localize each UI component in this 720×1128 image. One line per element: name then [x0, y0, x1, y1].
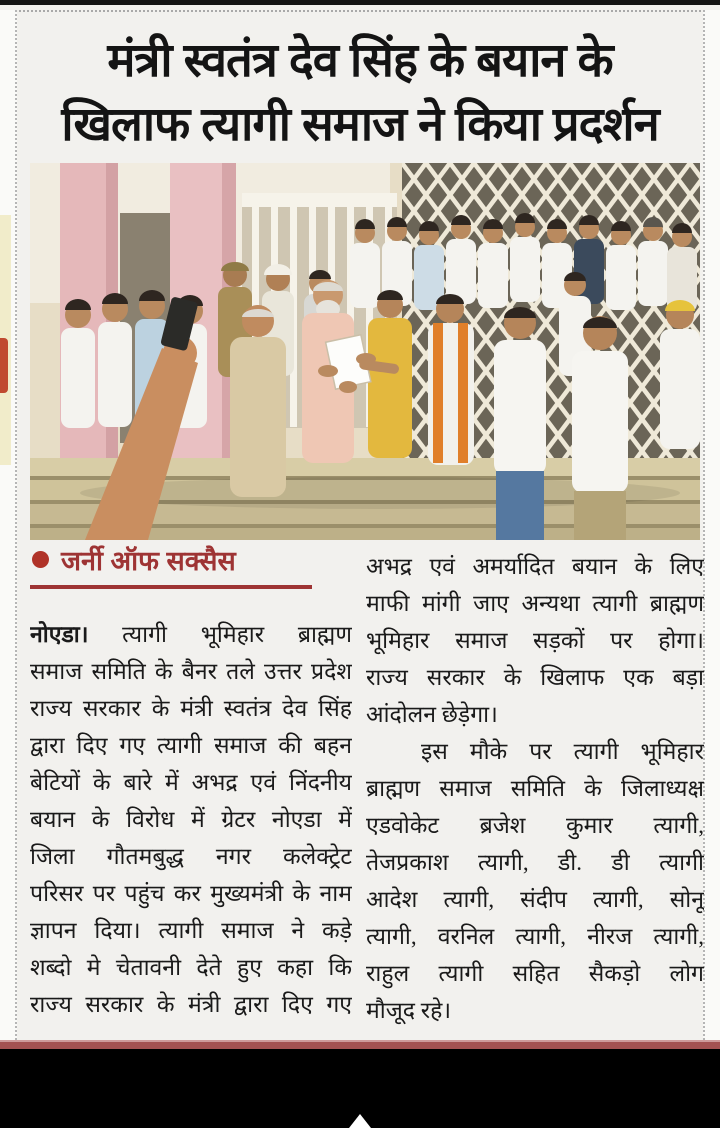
line-text: ब्राह्मण समाज समिति के जिलाध्यक्ष [366, 776, 704, 801]
line-text: माफी मांगी जाए अन्यथा त्यागी ब्राह्मण [366, 591, 704, 616]
line-text: बेटियों के बारे में अभद्र एवं निंदनीय [30, 770, 352, 795]
line-text: परिसर पर पहुंच कर मुख्यमंत्री के नाम [30, 881, 352, 906]
text-line [366, 659, 704, 696]
text-line [366, 548, 704, 585]
line-text: शब्दो मे चेतावनी देते हुए कहा कि [30, 955, 352, 980]
line-text: राज्य सरकार के मंत्री द्वारा दिए गए [30, 992, 352, 1017]
bullet-icon [32, 551, 49, 568]
line-text: राज्य सरकार के मंत्री स्वतंत्र देव सिंह [30, 696, 352, 721]
line-text: तेजप्रकाश त्यागी, डी. डी त्यागी [366, 850, 704, 875]
byline-text: जर्नी ऑफ सक्सैस [61, 546, 236, 576]
text-line [366, 918, 704, 955]
left-margin-dotted-rule [0, 10, 17, 1040]
bottom-maroon-rule [0, 1040, 720, 1049]
top-dotted-rule [0, 10, 720, 12]
right-margin-dotted-rule [703, 10, 720, 1040]
top-black-bar [0, 0, 720, 5]
byline [32, 541, 236, 578]
line-text: त्यागी, वरनिल त्यागी, नीरज त्यागी, [366, 924, 704, 949]
line-text: ज्ञापन दिया। त्यागी समाज ने कड़े [30, 918, 352, 943]
text-line [30, 912, 352, 949]
line-text: राहुल त्यागी सहित सैकड़ो लोग [366, 961, 704, 986]
line-text: बयान के विरोध में ग्रेटर नोएडा में [30, 807, 352, 832]
text-line [30, 764, 352, 801]
front-man-jeans [494, 307, 546, 540]
text-line [366, 770, 704, 807]
article-column-2 [366, 548, 704, 1029]
line-text: भूमिहार समाज सड़कों पर होगा। [366, 628, 704, 653]
text-line [30, 653, 352, 690]
line-text: द्वारा दिए गए त्यागी समाज की बहन [30, 733, 352, 758]
text-line [366, 733, 704, 770]
text-line [366, 585, 704, 622]
text-line [366, 696, 704, 733]
text-line [366, 844, 704, 881]
protest-group-photo-illustration [30, 163, 700, 540]
line-text: समाज समिति के बैनर तले उत्तर प्रदेश [30, 659, 352, 684]
text-line [366, 807, 704, 844]
text-line [366, 622, 704, 659]
text-line [366, 955, 704, 992]
text-line [366, 881, 704, 918]
text-line [30, 949, 352, 986]
text-line [30, 801, 352, 838]
article-photo [30, 163, 700, 540]
article-headline [0, 28, 720, 156]
article-column-1 [30, 616, 352, 1023]
adjacent-column-red-mark [0, 338, 8, 393]
viewer-black-footer [0, 1049, 720, 1128]
byline-underline [30, 585, 312, 589]
text-line [30, 875, 352, 912]
scroll-up-caret-icon[interactable] [349, 1114, 371, 1128]
text-line [366, 992, 704, 1029]
headline-line-2: खिलाफ त्यागी समाज ने किया प्रदर्शन [61, 97, 659, 150]
line-text: राज्य सरकार के खिलाफ एक बड़ा [366, 665, 704, 690]
line-text: त्यागी भूमिहार ब्राह्मण [88, 622, 352, 647]
line-text: इस मौके पर त्यागी भूमिहार [421, 739, 704, 764]
line-text: जिला गौतमबुद्ध नगर कलेक्ट्रेट [30, 844, 352, 869]
headline-line-1: मंत्री स्वतंत्र देव सिंह के बयान के [107, 33, 613, 86]
text-line [30, 616, 352, 653]
text-line [30, 838, 352, 875]
line-text: अभद्र एवं अमर्यादित बयान के लिए [366, 554, 704, 579]
line-text: आंदोलन छेड़ेगा। [366, 702, 498, 727]
text-line [30, 727, 352, 764]
line-text: मौजूद रहे। [366, 998, 452, 1023]
text-line [30, 986, 352, 1023]
line-text: एडवोकेट ब्रजेश कुमार त्यागी, [366, 813, 704, 838]
dateline: नोएडा। [30, 622, 89, 647]
line-text: आदेश त्यागी, संदीप त्यागी, सोनू [366, 887, 704, 912]
text-line [30, 690, 352, 727]
